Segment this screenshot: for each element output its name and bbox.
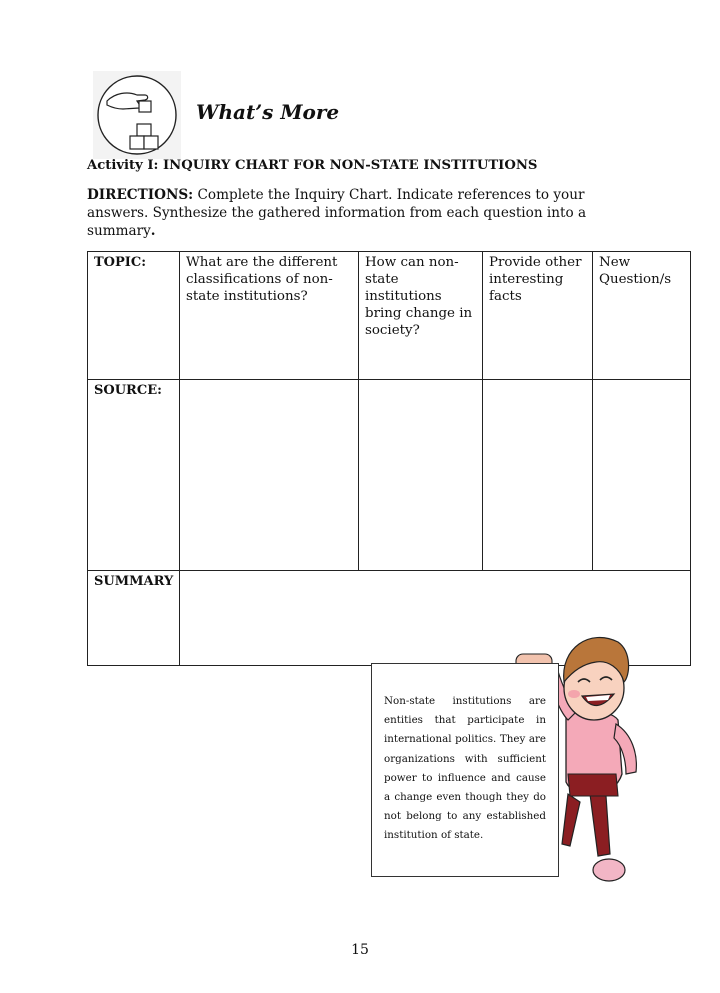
directions-text: Complete the Inquiry Chart. Indicate references to your answers. Synthesize the gathered information from each question into a summary <box>87 187 587 239</box>
question-cell: How can non-state institutions bring change in society? <box>359 252 483 380</box>
question-cell: Provide other interesting facts <box>483 252 593 380</box>
answer-cell[interactable] <box>359 380 483 571</box>
source-row <box>88 380 691 571</box>
question-cell: What are the different classifications of non-state institutions? <box>180 252 359 380</box>
answer-cell[interactable] <box>483 380 593 571</box>
section-title: What’s More <box>196 100 340 124</box>
source-label: SOURCE: <box>88 380 180 571</box>
question-cell: New Question/s <box>593 252 691 380</box>
page-number: 15 <box>351 942 369 958</box>
answer-cell[interactable] <box>180 380 359 571</box>
note-text: Non-state institutions are entities that participate in international politics. They are organizations with sufficient power to influence and cause a change even though they do not belong to any established institution of state. <box>384 695 546 842</box>
topic-row <box>88 252 691 380</box>
summary-label: SUMMARY <box>88 571 180 666</box>
activity-title: Activity I: INQUIRY CHART FOR NON-STATE INSTITUTIONS <box>87 158 538 173</box>
directions-end: . <box>150 223 156 239</box>
note-box <box>371 663 559 877</box>
answer-cell[interactable] <box>593 380 691 571</box>
hand-stacking-blocks-icon <box>93 71 181 159</box>
inquiry-chart-table <box>87 251 691 666</box>
topic-label: TOPIC: <box>88 252 180 380</box>
directions-label: DIRECTIONS: <box>87 187 194 203</box>
directions <box>87 186 627 240</box>
